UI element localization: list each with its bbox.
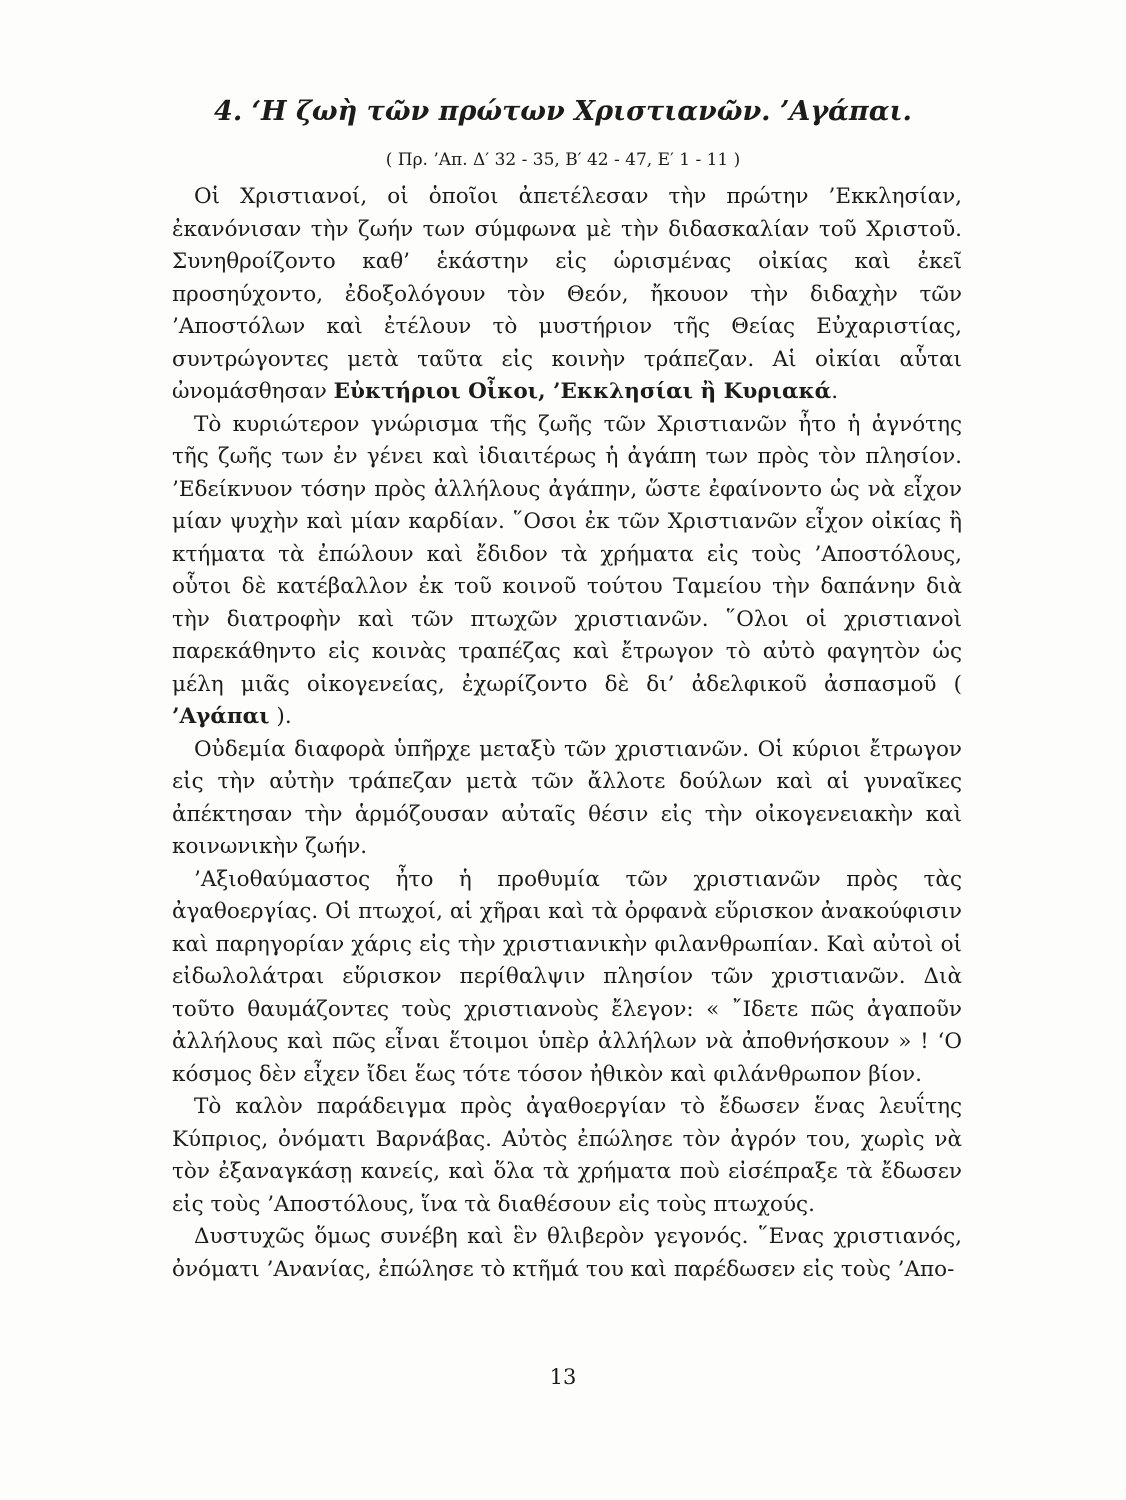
paragraph-2-end: ). — [269, 704, 292, 729]
body-text — [172, 181, 962, 1286]
bold-term-houses: Εὐκτήριοι Οἶκοι, ’Εκκλησίαι ἢ Κυριακά — [333, 379, 832, 404]
scripture-reference: ( Πρ. ’Απ. Δ′ 32 - 35, Β′ 42 - 47, Ε′ 1 - 11 ) — [385, 150, 741, 170]
page-number: 13 — [549, 1365, 577, 1389]
paragraph-2-text: Τὸ κυριώτερον γνώρισμα τῆς ζωῆς τῶν Χριστιανῶν ἦτο ἡ ἁγνότης τῆς ζωῆς των ἐν γένει καὶ ἰδιαιτέρως ἡ ἀγάπη των πρὸς τὸν πλησίον. ’Εδείκνυον τόσην πρὸς ἀλλήλους ἀγάπην, ὥστε ἐφαίνοντο ὡς νὰ εἶχον μίαν ψυχὴν καὶ μίαν καρδίαν. ῞Οσοι ἐκ τῶν Χριστιανῶν εἶχον οἰκίας ἢ κτήματα τὰ ἐπώλουν καὶ ἔδιδον τὰ χρήματα εἰς τοὺς ’Αποστόλους, οὗτοι δὲ κατέβαλλον ἐκ τοῦ κοινοῦ τούτου Ταμείου τὴν δαπάνην διὰ τὴν διατροφὴν καὶ τῶν πτωχῶν χριστιανῶν. ῞Ολοι οἱ χριστιανοὶ παρεκάθηντο εἰς κοινὰς τραπέζας καὶ ἔτρωγον τὸ αὐτὸ φαγητὸν ὡς μέλη μιᾶς οἰκογενείας, ἐχωρίζοντο δὲ δι’ ἀδελφικοῦ ἀσπασμοῦ ( — [172, 411, 962, 697]
paragraph-5: Τὸ καλὸν παράδειγμα πρὸς ἀγαθοεργίαν τὸ ἔδωσεν ἕνας λευΐτης Κύπριος, ὀνόματι Βαρνάβας. Αὐτὸς ἐπώλησε τὸν ἀγρόν του, χωρὶς νὰ τὸν ἐξαναγκάσῃ κανείς, καὶ ὅλα τὰ χρήματα ποὺ εἰσέπραξε τὰ ἔδωσεν εἰς τοὺς ’Αποστόλους, ἵνα τὰ διαθέσουν εἰς τοὺς πτωχούς. — [172, 1094, 962, 1217]
bold-term-agapai: ’Αγάπαι — [172, 704, 270, 729]
paragraph-1-text: Οἱ Χριστιανοί, οἱ ὁποῖοι ἀπετέλεσαν τὴν πρώτην ’Εκκλησίαν, ἐκανόνισαν τὴν ζωήν των σύμφωνα μὲ τὴν διδασκαλίαν τοῦ Χριστοῦ. Συνηθροίζοντο καθ’ ἑκάστην εἰς ὡρισμένας οἰκίας καὶ ἐκεῖ προσηύχοντο, ἐδοξολόγουν τὸν Θεόν, ἤκουον τὴν διδαχὴν τῶν ’Αποστόλων καὶ ἐτέλουν τὸ μυστήριον τῆς Θείας Εὐχαριστίας, συντρώγοντες μετὰ ταῦτα εἰς κοινὴν τράπεζαν. Αἱ οἰκίαι αὗται ὠνομάσθησαν — [172, 184, 962, 404]
paragraph-1-end: . — [831, 379, 839, 404]
paragraph-1 — [172, 181, 962, 409]
paragraph-6: Δυστυχῶς ὅμως συνέβη καὶ ἓν θλιβερὸν γεγονός. ῞Ενας χριστιανός, ὀνόματι ’Ανανίας, ἐπώλησε τὸ κτῆμά του καὶ παρέδωσεν εἰς τοὺς ’Απο- — [172, 1224, 962, 1282]
chapter-title: 4. ‘Η ζωὴ τῶν πρώτων Χριστιανῶν. ’Αγάπαι. — [214, 96, 912, 127]
paragraph-4: ’Αξιοθαύμαστος ἦτο ἡ προθυμία τῶν χριστιανῶν πρὸς τὰς ἀγαθοεργίας. Οἱ πτωχοί, αἱ χῆραι καὶ τὰ ὀρφανὰ εὕρισκον ἀνακούφισιν καὶ παρηγορίαν χάρις εἰς τὴν χριστιανικὴν φιλανθρωπίαν. Καὶ αὐτοὶ οἱ εἰδωλολάτραι εὕρισκον περίθαλψιν πλησίον τῶν χριστιανῶν. Διὰ τοῦτο θαυμάζοντες τοὺς χριστιανοὺς ἔλεγον: « ῎Ιδετε πῶς ἀγαποῦν ἀλλήλους καὶ πῶς εἶναι ἕτοιμοι ὑπὲρ ἀλλήλων νὰ ἀποθνήσκουν » ! ‘Ο κόσμος δὲν εἶχεν ἴδει ἕως τότε τόσον ἠθικὸν καὶ φιλάνθρωπον βίον. — [172, 866, 962, 1087]
paragraph-3: Οὐδεμία διαφορὰ ὑπῆρχε μεταξὺ τῶν χριστιανῶν. Οἱ κύριοι ἔτρωγον εἰς τὴν αὐτὴν τράπεζαν μετὰ τῶν ἄλλοτε δούλων καὶ αἱ γυναῖκες ἀπέκτησαν τὴν ἁρμόζουσαν αὐταῖς θέσιν εἰς τὴν οἰκογενειακὴν καὶ κοινωνικὴν ζωήν. — [172, 736, 962, 859]
paragraph-2 — [172, 409, 962, 734]
